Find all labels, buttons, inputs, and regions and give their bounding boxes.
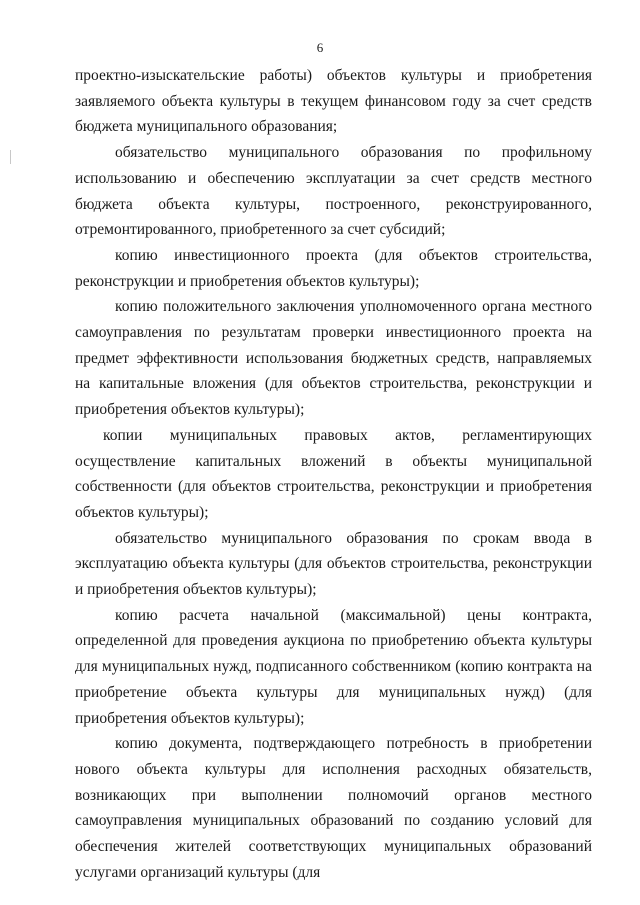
paragraph-need-confirmation-document: копию документа, подтверждающего потребность в приобретении нового объекта культуры для исполнения расходных обязательств, возникающих при выполнении полномочий органов местного самоуправления муниципальных образований по созданию условий для обеспечения жителей соответствующих муниципальных образований услугами организаций культуры (для	[75, 735, 592, 881]
paragraph-positive-conclusion-copy: копию положительного заключения уполномоченного органа местного самоуправления по результатам проверки инвестиционного проекта на предмет эффективности использования бюджетных средств, направляемых на капитальные вложения (для объектов строительства, реконструкции и приобретения объектов культуры);	[75, 298, 592, 419]
scan-margin-mark	[10, 150, 11, 164]
paragraph-municipal-legal-acts: копии муниципальных правовых актов, регламентирующих осуществление капитальных вложений в объекты муниципальной собственности (для объектов строительства, реконструкции и приобретения объектов культуры);	[75, 426, 592, 521]
paragraph-contract-price-calculation: копию расчета начальной (максимальной) цены контракта, определенной для проведения аукциона по приобретению объекта культуры для муниципальных нужд, подписанного собственником (копию контракта на приобретение объекта культуры для муниципальных нужд) (для приобретения объектов культуры);	[75, 606, 592, 727]
paragraph-obligation-commissioning: обязательство муниципального образования по срокам ввода в эксплуатацию объекта культуры (для объектов строительства, реконструкции и приобретения объектов культуры);	[75, 529, 592, 599]
paragraph-investment-project-copy: копию инвестиционного проекта (для объектов строительства, реконструкции и приобретения объектов культуры);	[75, 246, 592, 290]
paragraph-obligation-usage: обязательство муниципального образования по профильному использованию и обеспечению эксплуатации за счет средств местного бюджета объекта культуры, построенного, реконструированного, отремонтированного, приобретенного за счет субсидий;	[75, 144, 592, 239]
document-body	[75, 63, 592, 886]
paragraph-continuation: проектно-изыскательские работы) объектов культуры и приобретения заявляемого объекта культуры в текущем финансовом году за счет средств бюджета муниципального образования;	[75, 67, 592, 136]
page-number: 6	[316, 40, 324, 55]
